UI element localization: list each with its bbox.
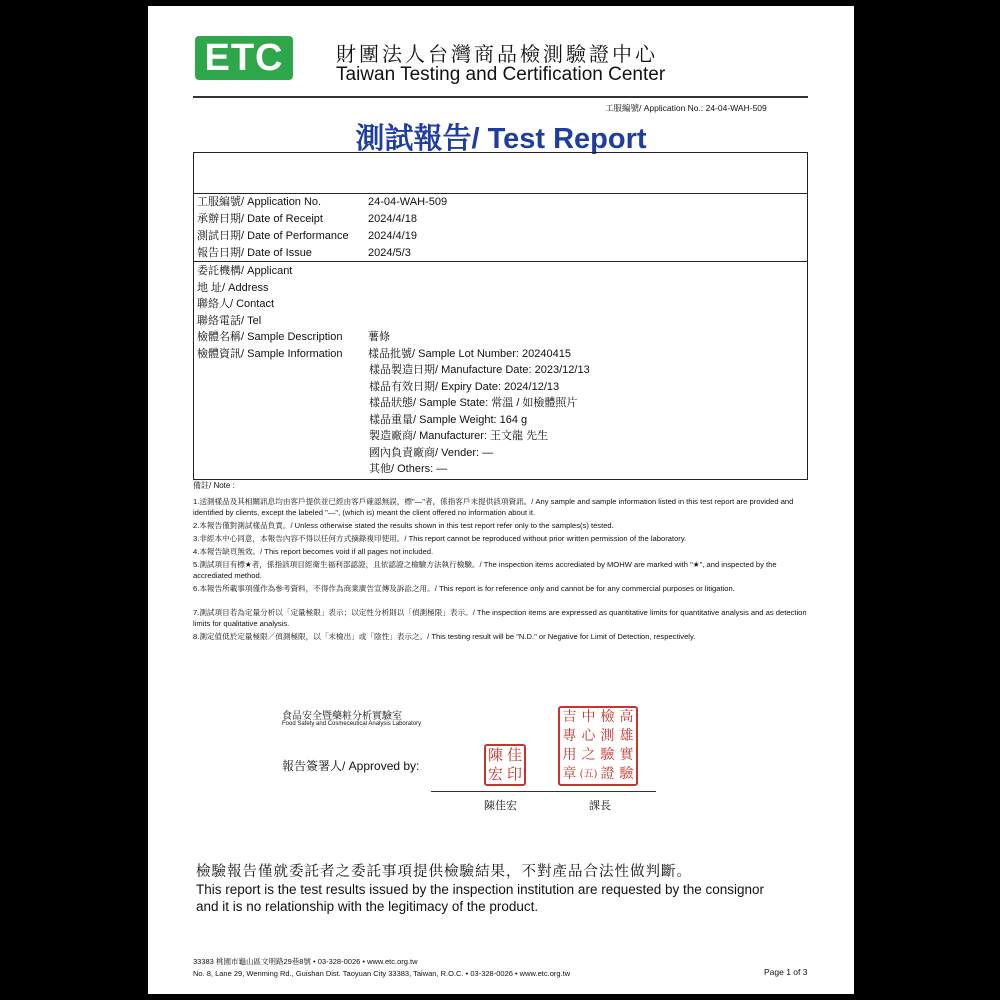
sample-lot-number: 樣品批號/ Sample Lot Number: 20240415 (368, 348, 571, 360)
seal-char: 心 (581, 728, 596, 744)
note-item: 3.非經本中心同意，本報告內容不得以任何方式摘錄複印使用。/ This report cannot be reproduced without prior written permission of the laboratory. (193, 534, 687, 543)
signer-title: 課長 (589, 800, 611, 812)
date-value: 24-04-WAH-509 (368, 196, 448, 208)
report-page (148, 6, 854, 994)
note-item: 6.本報告所載事項僅作為參考資料，不得作為商業廣告宣傳及訴訟之用。/ This report is for reference only and cannot be for any commercial purposes or litigation. (193, 584, 735, 593)
sample-info-line: 樣品製造日期/ Manufacture Date: 2023/12/13 (369, 364, 590, 376)
logo-text: ETC (204, 36, 284, 79)
seal-char: 實 (619, 747, 634, 763)
seal-char: 高 (619, 709, 634, 725)
date-label: 測試日期/ Date of Performance (197, 230, 349, 242)
official-seal (558, 706, 638, 786)
date-value: 2024/5/3 (368, 247, 411, 259)
sample-description-value: 薯條 (368, 331, 390, 343)
note-item: 7.測試項目若為定量分析以「定量極限」表示；以定性分析則以「偵測極限」表示。/ The inspection items are expressed as quantitative limits for quantitative analysis and as detection limits for qualitative analysis. (193, 608, 807, 628)
seal-char: 用 (562, 747, 577, 763)
disclaimer-zh: 檢驗報告僅就委託者之委託事項提供檢驗結果，不對產品合法性做判斷。 (196, 864, 692, 880)
lab-name-en: Food Safety and Cosmeceutical Analysis Laboratory (282, 721, 422, 727)
blank-box (193, 152, 808, 194)
note-title: 備註/ Note : (193, 481, 235, 490)
signer-seal (484, 744, 526, 786)
org-name-zh: 財團法人台灣商品檢測驗證中心 (336, 42, 658, 66)
report-title: 測試報告/ Test Report (355, 123, 647, 155)
etc-logo (195, 36, 293, 80)
note-item: 4.本報告缺頁無效。/ This report becomes void if all pages not included. (193, 547, 434, 556)
note-item: 8.測定值低於定量極限／偵測極限，以「未檢出」或「陰性」表示之。/ This testing result will be "N.D." or Negative for Limit of Detection, respectively. (193, 632, 696, 641)
sample-info-line: 樣品狀態/ Sample State: 常溫 / 如檢體照片 (369, 397, 578, 409)
note-item: 2.本報告僅對測試樣品負責。/ Unless otherwise stated the results shown in this test report refer only to the samples(s) tested. (193, 521, 614, 530)
applicant-label: 委託機構/ Applicant (197, 265, 293, 277)
lab-name-zh: 食品安全暨藥粧分析實驗室 (282, 711, 402, 722)
signature-line (431, 791, 656, 792)
date-value: 2024/4/18 (368, 213, 417, 225)
page-number: Page 1 of 3 (764, 967, 808, 977)
footer-address-zh: 33383 桃園市龜山區文明路29巷8號 • 03-328-0026 • www.etc.org.tw (193, 957, 418, 966)
footer-address-en: No. 8, Lane 29, Wenming Rd., Guishan Dist. Taoyuan City 33383, Taiwan, R.O.C. • 03-328-0026 • www.etc.org.tw (193, 969, 571, 978)
seal-char: 印 (506, 765, 522, 783)
sample-info-line: 樣品有效日期/ Expiry Date: 2024/12/13 (369, 381, 560, 393)
note-item: 5.測試項目有標★者，係指該項目經衛生福利部認證，且依認證之檢驗方法執行檢驗。/ The inspection items accrediated by MOHW are marked with "★", and inspected by the accrediated method. (193, 560, 777, 580)
sample-description-label: 檢體名稱/ Sample Description (197, 331, 343, 343)
application-no-top: 工服編號/ Application No.: 24-04-WAH-509 (605, 103, 767, 113)
date-label: 承辦日期/ Date of Receipt (197, 213, 323, 225)
header-divider (193, 96, 808, 98)
seal-char: 專 (562, 728, 577, 744)
approved-by-label: 報告簽署人/ Approved by: (282, 759, 420, 773)
seal-char: 證 (600, 766, 615, 782)
applicant-box (193, 262, 808, 480)
dates-box (193, 194, 808, 262)
sample-info-line: 國內負責廠商/ Vender: — (369, 447, 494, 459)
sample-info-line: 製造廠商/ Manufacturer: 王文龍 先生 (369, 430, 549, 442)
date-value: 2024/4/19 (368, 230, 417, 242)
seal-char: 檢 (600, 709, 615, 725)
disclaimer-en-line1: This report is the test results issued by the inspection institution are requested by the consignor (196, 882, 765, 897)
sample-info-line: 其他/ Others: — (369, 463, 448, 475)
seal-char: 陳 (487, 746, 503, 764)
seal-char: 宏 (487, 765, 503, 783)
seal-char: 佳 (506, 746, 522, 764)
seal-char: 測 (600, 728, 615, 744)
tel-label: 聯絡電話/ Tel (197, 315, 262, 327)
seal-char: 章 (562, 766, 577, 782)
seal-char: (五) (579, 769, 598, 780)
org-name-en: Taiwan Testing and Certification Center (336, 64, 666, 85)
seal-char: 中 (581, 709, 596, 725)
date-label: 工服編號/ Application No. (197, 196, 322, 208)
seal-char: 之 (581, 747, 596, 763)
seal-char: 驗 (619, 766, 634, 782)
disclaimer-en-line2: and it is no relationship with the legitimacy of the product. (196, 899, 539, 914)
address-label: 地 址/ Address (197, 282, 269, 294)
seal-char: 驗 (600, 747, 615, 763)
sample-information-label: 檢體資訊/ Sample Information (197, 348, 343, 360)
seal-char: 吉 (562, 709, 577, 725)
signer-name: 陳佳宏 (484, 800, 517, 812)
seal-char: 雄 (619, 728, 634, 744)
sample-info-line: 樣品重量/ Sample Weight: 164 g (369, 414, 528, 426)
date-label: 報告日期/ Date of Issue (197, 247, 312, 259)
note-item: 1.送測樣品及其相關訊息均由客戶提供並已經由客戶確認無誤，標"—"者，係指客戶未提供該項資訊。/ Any sample and sample information listed in this test report are provided and identified by clients, except the labeled "—", (which is) meant the client offered no information about it. (193, 497, 794, 517)
contact-label: 聯絡人/ Contact (197, 298, 275, 310)
